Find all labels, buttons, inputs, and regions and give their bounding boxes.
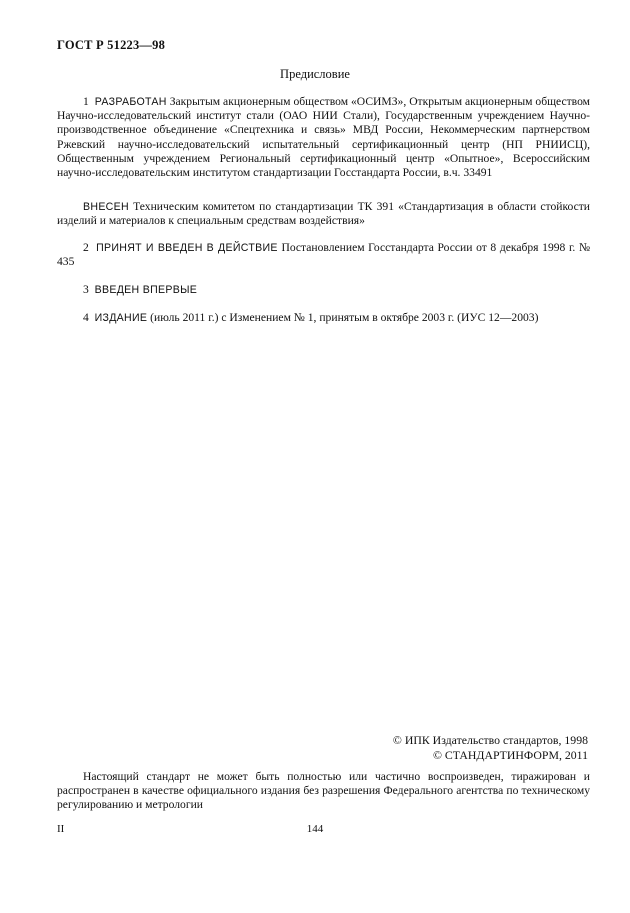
copyright-line-1: © ИПК Издательство стандартов, 1998	[392, 733, 588, 747]
item-text: Закрытым акционерным обществом «ОСИМЗ», Открытым акционерным обществом Научно-исследовательский институт стали (ОАО НИИ Стали), Государственным учреждением Научно-производственное объединение «Спецтехника и связь» МВД России, Некоммерческим партнерством Ржевский научно-исследовательский испытательный сертификационный центр (НП РНИИСЦ), Общественным учреждением Региональный сертификационный центр «Опытное», Всероссийским научно-исследовательским институтом стандартизации Госстандарта России, в.ч. 33491	[57, 95, 590, 180]
page-number: 144	[306, 823, 324, 835]
item-heading: ВВЕДЕН ВПЕРВЫЕ	[94, 284, 198, 296]
paragraph-vnesen	[57, 200, 590, 228]
paragraph-4	[57, 311, 590, 325]
reproduction-notice	[57, 770, 590, 813]
paragraph-3	[57, 283, 590, 297]
item-number: 1	[83, 95, 89, 108]
item-number: 4	[83, 311, 89, 324]
item-number: 3	[83, 283, 89, 296]
item-number: 2	[83, 241, 89, 254]
notice-text: Настоящий стандарт не может быть полностью или частично воспроизведен, тиражирован и распространен в качестве официального издания без разрешения Федерального агентства по техническому регулированию и метрологии	[57, 770, 590, 812]
section-title: Предисловие	[280, 67, 350, 81]
item-text: Техническим комитетом по стандартизации ТК 391 «Стандартизация в области стойкости изделий и материалов к специальным средствам воздействия»	[57, 200, 590, 228]
standard-code-header: ГОСТ Р 51223—98	[57, 38, 166, 52]
roman-page-number: II	[57, 823, 65, 835]
item-heading: ИЗДАНИЕ	[94, 312, 148, 324]
item-text: (июль 2011 г.) с Изменением № 1, принятым в октябре 2003 г. (ИУС 12—2003)	[147, 311, 539, 324]
item-heading: РАЗРАБОТАН	[94, 96, 167, 108]
item-text: Постановлением Госстандарта России от 8 декабря 1998 г. № 435	[57, 241, 591, 269]
paragraph-1	[57, 95, 590, 180]
item-heading: ВНЕСЕН	[83, 201, 129, 213]
copyright-line-2: © СТАНДАРТИНФОРМ, 2011	[432, 748, 588, 762]
item-heading: ПРИНЯТ И ВВЕДЕН В ДЕЙСТВИЕ	[96, 242, 278, 254]
paragraph-2	[57, 241, 590, 269]
